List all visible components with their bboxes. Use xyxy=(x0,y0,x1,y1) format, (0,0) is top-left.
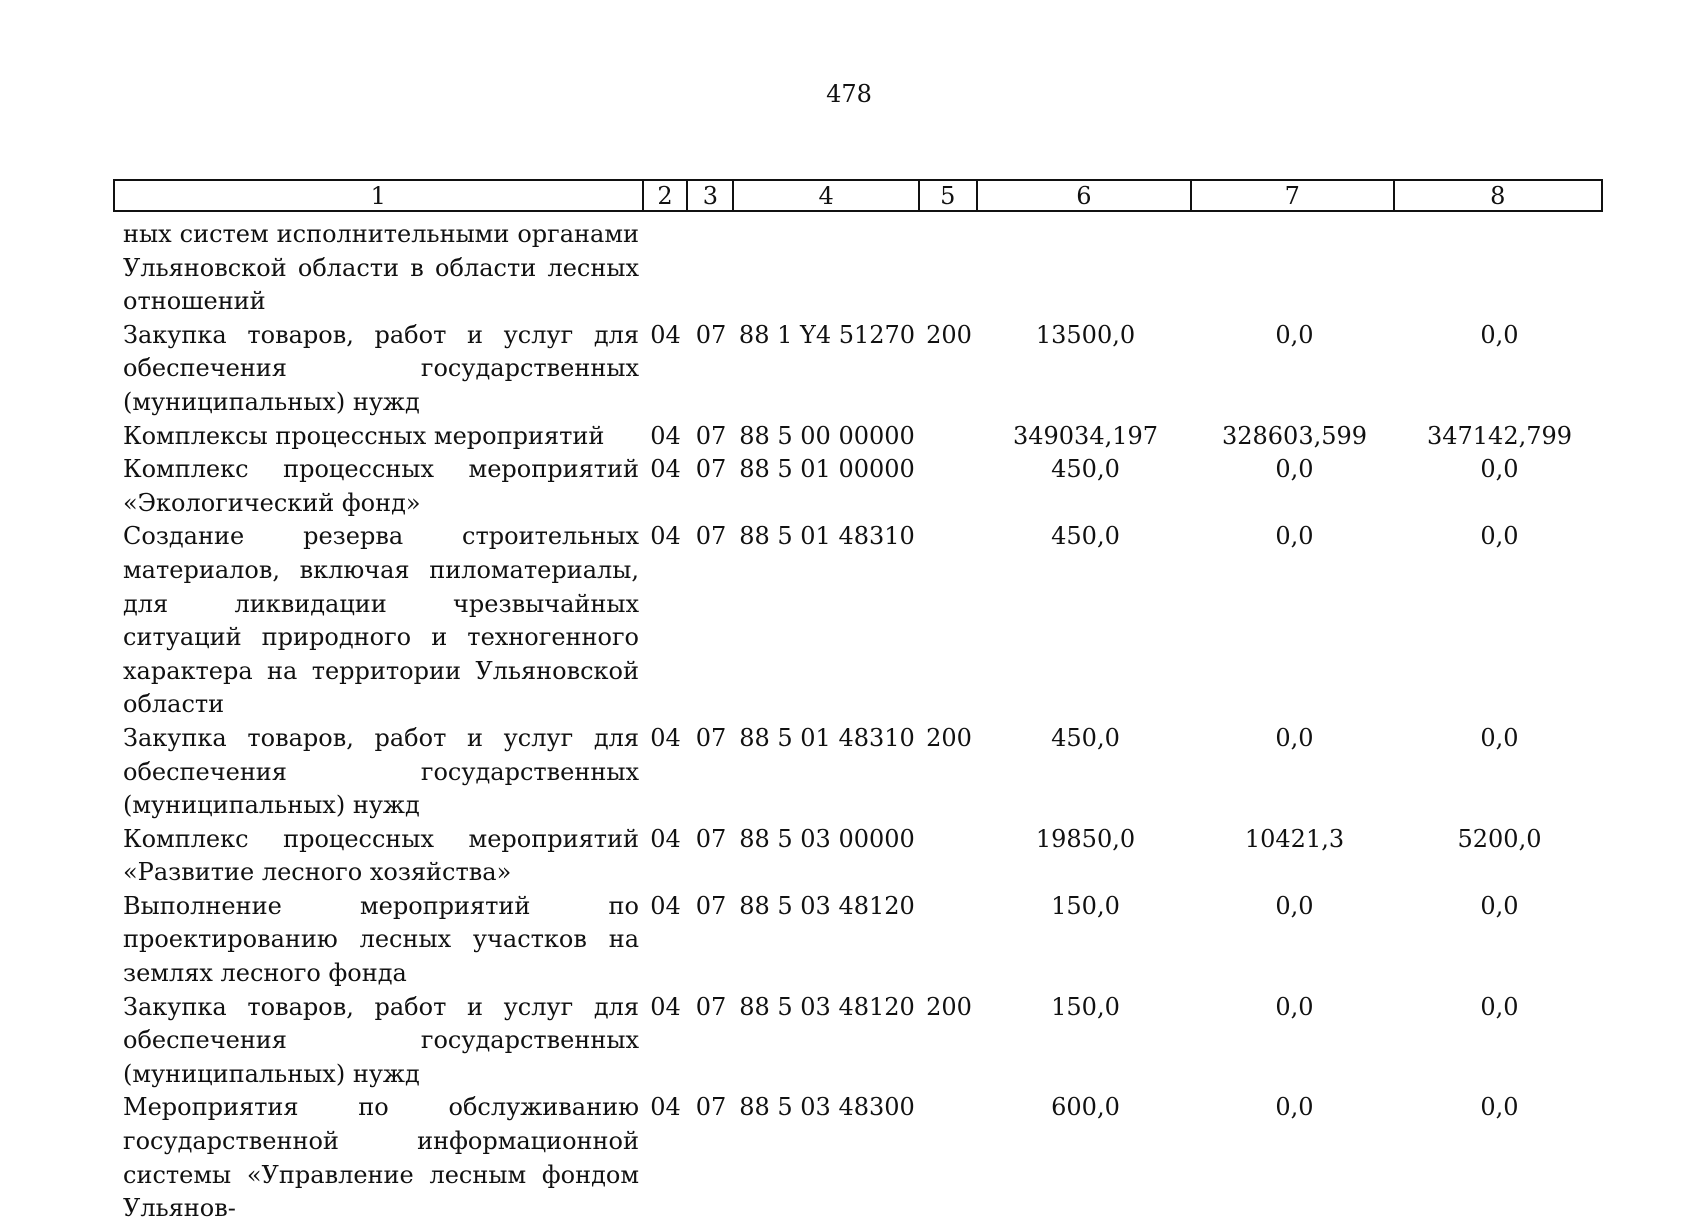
page-number: 478 xyxy=(826,80,872,108)
table-body xyxy=(113,218,1603,1226)
row-target-code: 88 5 01 48310 xyxy=(739,723,915,752)
row-expense-type xyxy=(920,890,978,991)
table-row xyxy=(113,520,1603,722)
row-amount-year1: 450,0 xyxy=(1051,723,1120,752)
row-section xyxy=(643,218,688,319)
row-expense-type xyxy=(920,520,978,722)
row-amount-year3: 0,0 xyxy=(1480,320,1519,349)
row-amount-year3: 0,0 xyxy=(1480,723,1519,752)
row-name: Мероприятия по обслуживанию государственной информационной системы «Управление лесным фондом Ульянов- xyxy=(123,1093,639,1223)
row-name: ных систем исполнительными органами Ульяновской области в области лесных отношений xyxy=(123,220,639,316)
table-row xyxy=(113,890,1603,991)
row-amount-year2 xyxy=(1193,218,1396,319)
row-section: 04 xyxy=(650,421,681,450)
row-amount-year3: 0,0 xyxy=(1480,455,1519,484)
row-amount-year2: 0,0 xyxy=(1275,320,1314,349)
column-header-5: 5 xyxy=(920,181,978,210)
row-amount-year2: 10421,3 xyxy=(1244,824,1345,853)
row-amount-year1: 150,0 xyxy=(1051,992,1120,1021)
row-expense-type xyxy=(920,218,978,319)
row-subsection: 07 xyxy=(695,891,727,920)
table-header xyxy=(113,179,1603,212)
row-amount-year3: 5200,0 xyxy=(1457,824,1542,853)
row-name: Выполнение мероприятий по проектированию лесных участков на землях лесного фонда xyxy=(123,891,639,988)
column-header-4: 4 xyxy=(734,181,920,210)
row-section: 04 xyxy=(650,522,681,551)
row-amount-year3: 0,0 xyxy=(1480,992,1519,1021)
column-header-1: 1 xyxy=(115,181,644,210)
table-row xyxy=(113,453,1603,520)
column-header-8: 8 xyxy=(1490,182,1506,210)
row-amount-year1: 450,0 xyxy=(1051,455,1120,484)
row-amount-year1: 349034,197 xyxy=(1012,421,1159,450)
row-name: Создание резерва строительных материалов, включая пиломатериалы, для ликвидации чрезвычайных ситуаций природного и техногенного характера на территории Ульяновской области xyxy=(123,522,639,719)
column-header-6: 6 xyxy=(978,181,1192,210)
row-subsection: 07 xyxy=(695,455,727,484)
row-amount-year1: 150,0 xyxy=(1051,891,1120,920)
row-target-code: 88 5 00 00000 xyxy=(739,421,915,450)
row-expense-type xyxy=(920,1091,978,1225)
row-amount-year1: 450,0 xyxy=(1051,522,1120,551)
row-target-code xyxy=(734,218,920,319)
row-name: Закупка товаров, работ и услуг для обеспечения государственных (муниципальных) нужд xyxy=(123,320,639,416)
row-name: Закупка товаров, работ и услуг для обеспечения государственных (муниципальных) нужд xyxy=(123,992,639,1088)
row-amount-year1: 600,0 xyxy=(1051,1093,1120,1122)
row-subsection: 07 xyxy=(695,1093,727,1122)
row-subsection xyxy=(688,218,734,319)
row-expense-type xyxy=(920,453,978,520)
row-subsection: 07 xyxy=(695,320,727,349)
row-amount-year2: 0,0 xyxy=(1275,455,1314,484)
table-row xyxy=(113,722,1603,823)
table-row xyxy=(113,1091,1603,1225)
row-amount-year2: 328603,599 xyxy=(1221,421,1368,450)
row-target-code: 88 5 03 00000 xyxy=(739,824,915,853)
row-section: 04 xyxy=(650,824,681,853)
row-target-code: 88 5 03 48120 xyxy=(739,992,915,1021)
row-target-code: 88 1 Y4 51270 xyxy=(738,320,916,349)
row-target-code: 88 5 01 48310 xyxy=(739,522,915,551)
row-amount-year1: 19850,0 xyxy=(1035,824,1136,853)
row-expense-type: 200 xyxy=(926,723,972,752)
row-expense-type: 200 xyxy=(926,320,972,349)
row-subsection: 07 xyxy=(695,824,727,853)
table-row xyxy=(113,420,1603,454)
row-name: Закупка товаров, работ и услуг для обеспечения государственных (муниципальных) нужд xyxy=(123,723,639,820)
row-amount-year3: 347142,799 xyxy=(1426,421,1573,450)
row-amount-year2: 0,0 xyxy=(1275,891,1314,920)
row-target-code: 88 5 03 48300 xyxy=(739,1093,915,1122)
row-name: Комплекс процессных мероприятий «Развитие лесного хозяйства» xyxy=(123,824,639,887)
row-name: Комплекс процессных мероприятий «Экологический фонд» xyxy=(123,455,639,517)
row-section: 04 xyxy=(650,455,681,484)
row-amount-year2: 0,0 xyxy=(1275,992,1314,1021)
row-subsection: 07 xyxy=(695,522,727,551)
row-amount-year1: 13500,0 xyxy=(1035,320,1136,349)
row-name: Комплексы процессных мероприятий xyxy=(123,421,605,450)
row-section: 04 xyxy=(650,891,681,920)
column-header-7: 7 xyxy=(1192,181,1394,210)
column-header-3: 3 xyxy=(688,181,734,210)
row-expense-type: 200 xyxy=(926,992,972,1021)
row-section: 04 xyxy=(650,1093,681,1122)
row-target-code: 88 5 01 00000 xyxy=(739,455,915,484)
row-amount-year2: 0,0 xyxy=(1275,723,1314,752)
row-amount-year3: 0,0 xyxy=(1480,522,1519,551)
row-expense-type xyxy=(920,823,978,890)
row-section: 04 xyxy=(650,992,681,1021)
row-expense-type xyxy=(920,420,978,454)
row-subsection: 07 xyxy=(695,421,727,450)
row-amount-year3: 0,0 xyxy=(1480,1093,1519,1122)
row-section: 04 xyxy=(650,723,681,752)
row-subsection: 07 xyxy=(695,723,727,752)
column-header-2: 2 xyxy=(644,181,689,210)
row-amount-year3 xyxy=(1396,218,1603,319)
row-amount-year1 xyxy=(978,218,1193,319)
row-section: 04 xyxy=(650,320,681,349)
table-row xyxy=(113,319,1603,420)
row-amount-year2: 0,0 xyxy=(1275,1093,1314,1122)
row-subsection: 07 xyxy=(695,992,727,1021)
table-row xyxy=(113,823,1603,890)
row-target-code: 88 5 03 48120 xyxy=(739,891,915,920)
row-amount-year3: 0,0 xyxy=(1480,891,1519,920)
row-amount-year2: 0,0 xyxy=(1275,522,1314,551)
table-row xyxy=(113,218,1603,319)
table-row xyxy=(113,991,1603,1092)
